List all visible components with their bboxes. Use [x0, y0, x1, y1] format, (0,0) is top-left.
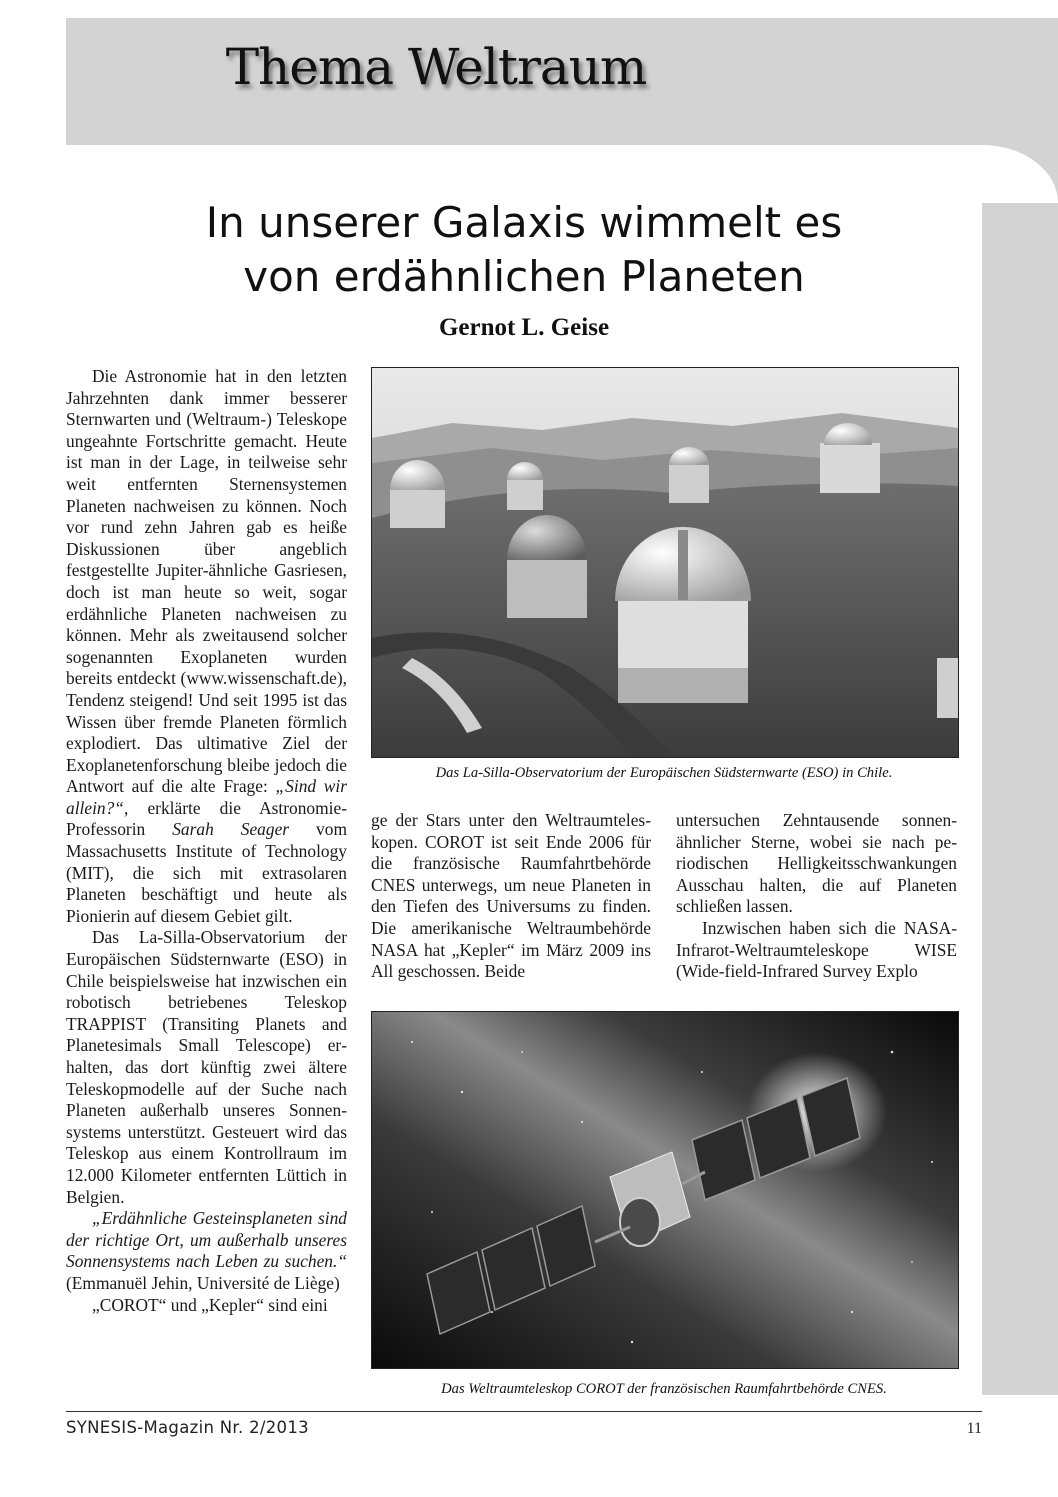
- figure-caption-2: Das Weltraumteleskop COROT der französischen Raumfahrtbehörde CNES.: [441, 1381, 887, 1397]
- paragraph-text: Die Astronomie hat in den letzten Jahrzehnten dank immer besserer Sternwarten und (Weltraum-) Teleskope ungeahnte Fortschritte gemacht. Heute ist man in der Lage, in teilweise sehr weit entfernten Sternensystemen Planeten nachweisen zu können. Noch vor rund zehn Jahren gab es heiße Diskussionen über angeblich festgestellte Jupiter-ähnliche Gasriesen, doch ist man heute so weit, sogar erdähnliche Planeten nachweisen zu können. Mehr als zweitausend solcher sogenannten Exoplaneten wurden bereits entdeckt (www.wissenschaft.de), Tendenz steigend! Und seit 1995 ist das Wissen über fremde Planeten förmlich explodiert. Das ultimative Ziel der Exoplanetenforschung bleibe jedoch die Antwort auf die alte Frage:: [66, 366, 347, 797]
- page-number: 11: [966, 1420, 982, 1437]
- paragraph: [66, 366, 347, 927]
- text-column-2: [371, 810, 651, 983]
- article-title-line1: In unserer Galaxis wimmelt es: [205, 198, 843, 247]
- satellite-illustration: [372, 1012, 958, 1368]
- satellite-photo: [371, 1011, 959, 1369]
- paragraph: ge der Stars unter den Weltraumteleskopen. COROT ist seit Ende 2006 für die französische Raumfahrtbehörde CNES unterwegs, um neue Planeten in den Tiefen des Universums zu finden. Die amerikanische Weltraumbehörde NASA hat „Kepler“ im März 2009 ins All geschossen. Beide: [371, 810, 651, 982]
- side-bar-decoration: [982, 145, 1058, 1395]
- quote-paragraph: [66, 1208, 347, 1294]
- article-title-line2: von erdähnlichen Planeten: [243, 252, 805, 301]
- quote-source: (Emmanuël Jehin, Université de Liège): [66, 1272, 340, 1293]
- person-name: Sarah Seager: [172, 819, 290, 840]
- paragraph-text: , erklärte die Astronomie-Professorin: [66, 797, 347, 840]
- footer-magazine: SYNESIS-Magazin Nr. 2/2013: [66, 1418, 309, 1437]
- observatory-photo: [371, 367, 959, 758]
- author-name: Gernot L. Geise: [438, 314, 610, 341]
- paragraph: untersuchen Zehntausende sonnenähnlicher Sterne, wobei sie nach periodischen Helligkeitsschwankungen Ausschau halten, die auf Planeten schließen lassen.: [676, 810, 957, 917]
- section-title: Thema Weltraum: [225, 38, 647, 96]
- text-column-1: [66, 366, 347, 1316]
- text-column-3: [676, 810, 957, 983]
- paragraph-text: vom Massachusetts Institute of Technology (MIT), die sich mit extrasolaren Planeten beschäftigt und heute als Pionierin auf diesem Gebiet gilt.: [66, 819, 347, 926]
- observatory-illustration: [372, 368, 958, 757]
- paragraph: Das La-Silla-Observatorium der Europäischen Südsternwarte (ESO) in Chile beispielsweise hat inzwischen ein robotisch betriebenes Teleskop TRAPPIST (Transiting Planets and Planetesimals Small Telescope) erhalten, das dort künftig zwei ältere Teleskopmodelle auf der Suche nach Planeten außerhalb unseres Sonnensystems unterstützt. Gesteuert wird das Teleskop aus einem Kontrollraum im 12.000 Kilometer entfernten Lüttich in Belgien.: [66, 927, 347, 1207]
- article-title: [66, 196, 982, 304]
- quote-inline: „Sind wir allein?“: [66, 776, 347, 818]
- side-bar-curve: [982, 145, 1058, 203]
- figure-caption-1: Das La-Silla-Observatorium der Europäischen Südsternwarte (ESO) in Chile.: [435, 765, 893, 781]
- paragraph: Inzwischen haben sich die NASA-Infrarot-Weltraumteleskope WISE (Wide-field-Infrared Survey Explo: [676, 917, 957, 982]
- quote-text: „Erdähnliche Gesteinsplaneten sind der richtige Ort, um außerhalb unseres Sonnensystems nach Leben zu suchen.“: [66, 1208, 347, 1272]
- paragraph: „COROT“ und „Kepler“ sind eini: [92, 1294, 328, 1315]
- footer-divider: [66, 1411, 982, 1412]
